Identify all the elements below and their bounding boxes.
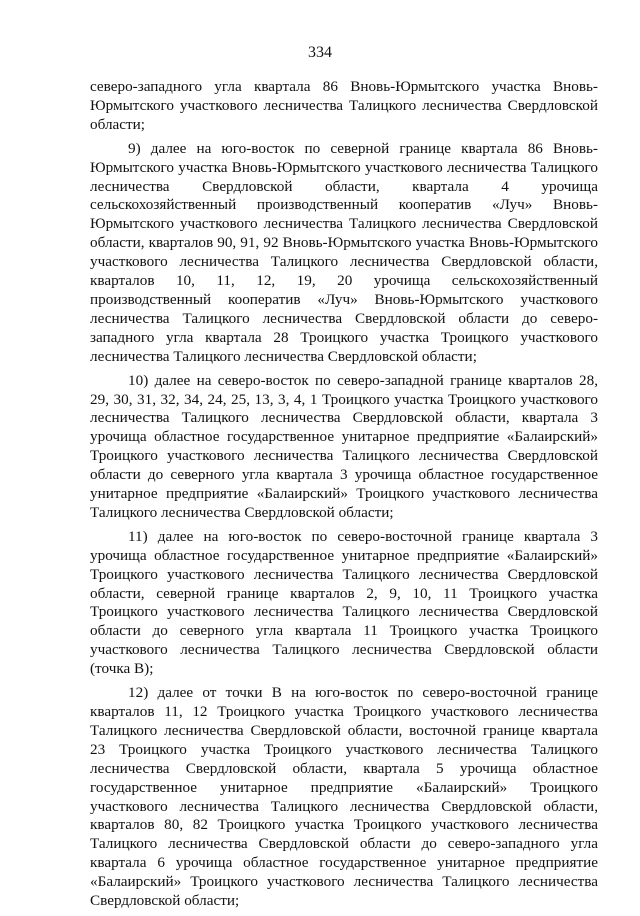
- paragraph-item-10: 10) далее на северо-восток по северо-западной границе кварталов 28, 29, 30, 31, 32, 34, 24, 25, 13, 3, 4, 1 Троицкого участка Троицкого участкового лесничества Талицкого лесничества Свердловской области, квартала 3 урочища областное государственное унитарное предприятие «Балаирский» Троицкого участкового лесничества Талицкого лесничества Свердловской области до северного угла квартала 3 урочища областное государственное унитарное предприятие «Балаирский» Троицкого участкового лесничества Талицкого лесничества Свердловской области;: [90, 371, 598, 521]
- paragraph-continuation: северо-западного угла квартала 86 Вновь-Юрмытского участка Вновь-Юрмытского участкового лесничества Талицкого лесничества Свердловской области;: [90, 78, 598, 133]
- document-body: [90, 78, 598, 916]
- paragraph-item-12: 12) далее от точки В на юго-восток по северо-восточной границе кварталов 11, 12 Троицкого участка Троицкого участкового лесничества Талицкого лесничества Свердловской области, восточной границе квартала 23 Троицкого участка Троицкого участкового лесничества Талицкого лесничества Свердловской области, квартала 5 урочища областное государственное унитарное предприятие «Балаирский» Троицкого участкового лесничества Талицкого лесничества Свердловской области, кварталов 80, 82 Троицкого участка Троицкого участкового лесничества Талицкого лесничества Свердловской области до северо-западного угла квартала 6 урочища областное государственное унитарное предприятие «Балаирский» Троицкого участкового лесничества Талицкого лесничества Свердловской области;: [90, 684, 598, 910]
- paragraph-item-11: 11) далее на юго-восток по северо-восточной границе квартала 3 урочища областное государственное унитарное предприятие «Балаирский» Троицкого участкового лесничества Талицкого лесничества Свердловской области, северной границе кварталов 2, 9, 10, 11 Троицкого участка Троицкого участкового лесничества Талицкого лесничества Свердловской области до северного угла квартала 11 Троицкого участка Троицкого участкового лесничества Талицкого лесничества Свердловской области (точка В);: [90, 527, 598, 678]
- page-number: 334: [308, 44, 332, 61]
- paragraph-item-9: 9) далее на юго-восток по северной границе квартала 86 Вновь-Юрмытского участка Вновь-Юрмытского участкового лесничества Талицкого лесничества Свердловской области, квартала 4 урочища сельскохозяйственный производственный кооператив «Луч» Вновь-Юрмытского участкового лесничества Талицкого лесничества Свердловской области, кварталов 90, 91, 92 Вновь-Юрмытского участка Вновь-Юрмытского участкового лесничества Талицкого лесничества Свердловской области, кварталов 10, 11, 12, 19, 20 урочища сельскохозяйственный производственный кооператив «Луч» Вновь-Юрмытского участкового лесничества Талицкого лесничества Свердловской области до северо-западного угла квартала 28 Троицкого участка Троицкого участкового лесничества Талицкого лесничества Свердловской области;: [90, 139, 598, 365]
